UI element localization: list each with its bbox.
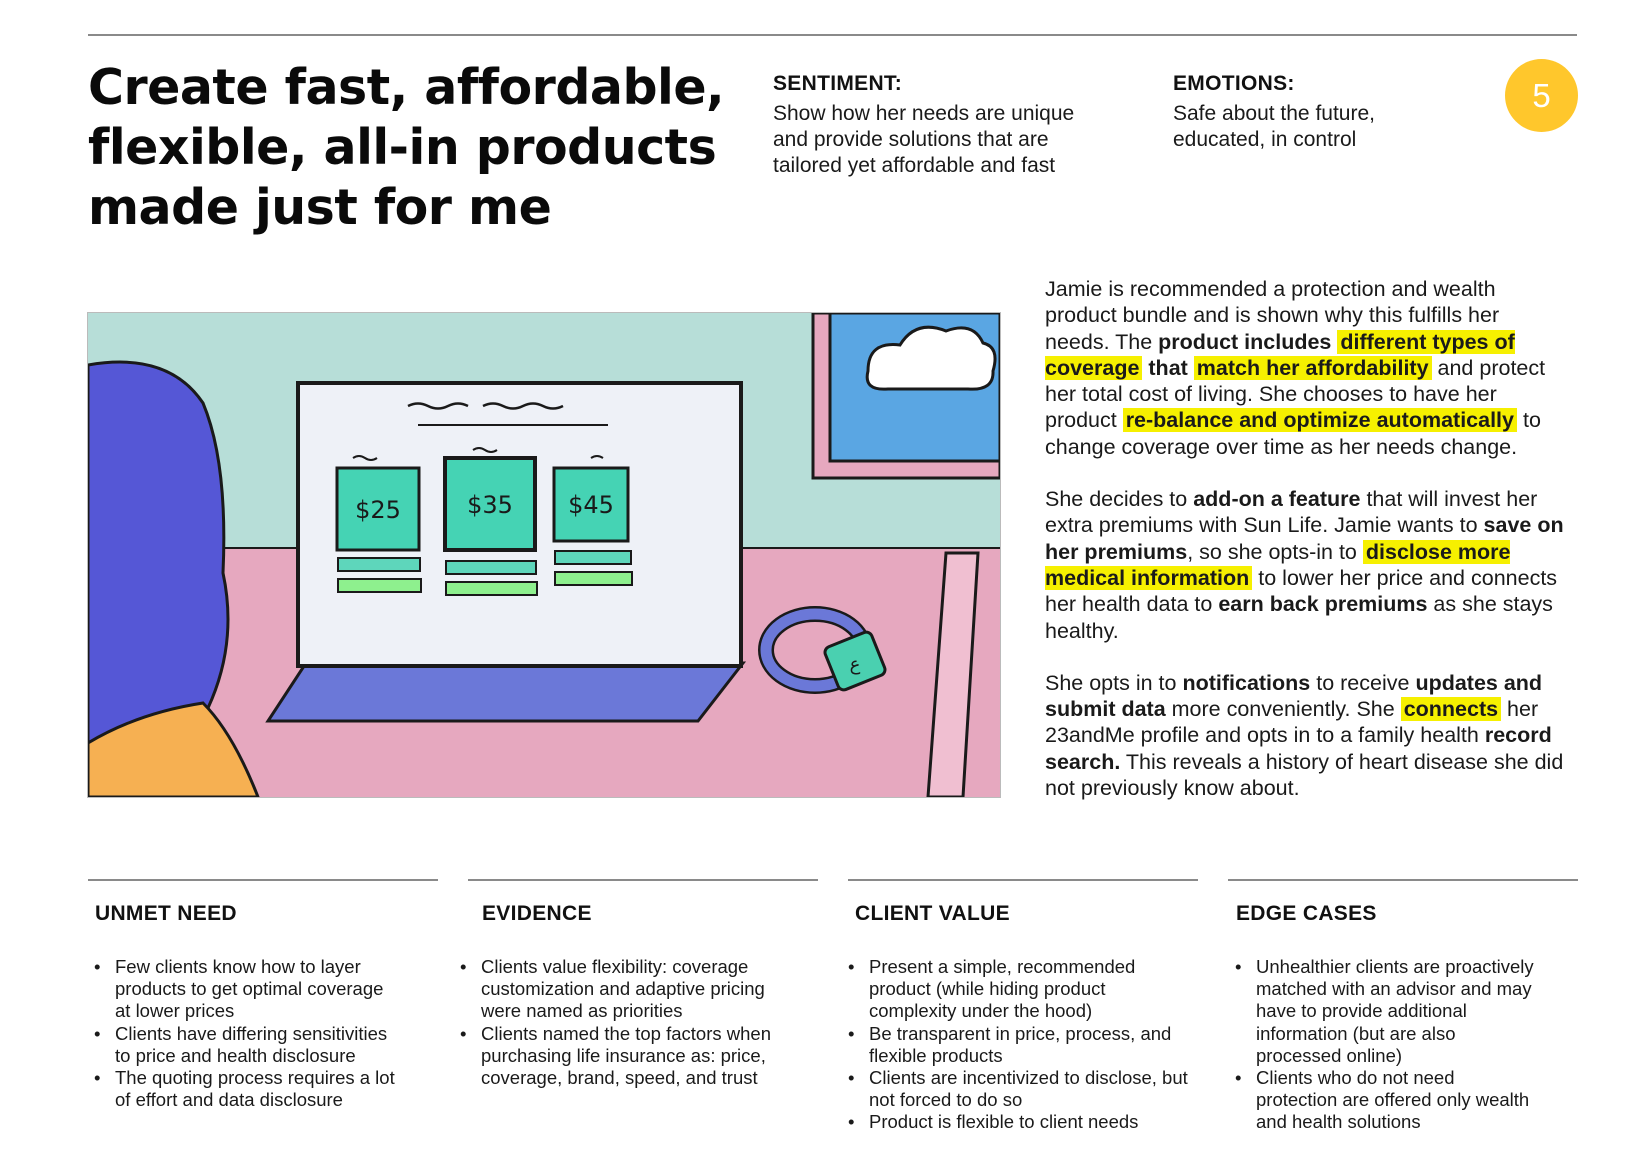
- bold-phrase: that: [1142, 355, 1194, 380]
- narrative-paragraph-3: [1045, 670, 1565, 801]
- bullet-line: information (but are also: [1256, 1022, 1456, 1044]
- bullet-line: • Clients have differing sensitivities: [115, 1022, 388, 1044]
- client-value-heading: CLIENT VALUE: [855, 902, 1010, 925]
- bold-phrase: product includes: [1158, 329, 1338, 354]
- laptop-keyboard: [268, 663, 743, 721]
- bold-phrase: earn back premiums: [1218, 592, 1428, 617]
- bullet-item: [846, 1111, 1216, 1133]
- illustration-svg: [88, 313, 1000, 797]
- evidence-heading: EVIDENCE: [482, 902, 592, 925]
- bullet-item: [92, 1067, 442, 1111]
- narrative-text: [1045, 276, 1565, 827]
- bullet-line: coverage, brand, speed, and trust: [481, 1067, 758, 1089]
- bullet-line: not forced to do so: [869, 1089, 1023, 1111]
- sentiment-text: [773, 101, 1133, 179]
- text-run: that will invest her extra premiums with Sun Life. Jamie wants to: [1045, 487, 1538, 538]
- bullet-item: [458, 956, 828, 1023]
- highlighted-phrase: match her affordability: [1194, 356, 1432, 380]
- title-line-2: flexible, all-in products: [88, 119, 717, 176]
- price-label-1: $25: [355, 496, 401, 524]
- bullet-line: of effort and data disclosure: [115, 1089, 343, 1111]
- bullet-line: flexible products: [869, 1044, 1003, 1066]
- emotions-line: Safe about the future,: [1173, 102, 1375, 125]
- title-line-1: Create fast, affordable,: [88, 59, 725, 116]
- bullet-line: complexity under the hood): [869, 1000, 1093, 1022]
- sentiment-line: tailored yet affordable and fast: [773, 154, 1056, 177]
- bullet-line: at lower prices: [115, 1000, 235, 1022]
- client-value-list: [846, 956, 1216, 1134]
- bullet-line: matched with an advisor and may: [1256, 978, 1532, 1000]
- section-rule-2: [468, 879, 818, 881]
- bold-phrase: save on her premiums: [1045, 513, 1564, 564]
- bullet-line: product (while hiding product: [869, 978, 1106, 1000]
- emotions-label: EMOTIONS:: [1173, 72, 1295, 95]
- bullet-line: were named as priorities: [481, 1000, 683, 1022]
- evidence-list: [458, 956, 828, 1089]
- bullet-line: • The quoting process requires a lot: [115, 1067, 395, 1089]
- bullet-line: and health solutions: [1256, 1111, 1421, 1133]
- unmet-need-list: [92, 956, 442, 1111]
- bullet-item: [846, 1023, 1216, 1067]
- page-title: [88, 58, 728, 238]
- sentiment-label: SENTIMENT:: [773, 72, 902, 95]
- text-run: more conveniently. She: [1165, 697, 1401, 722]
- unmet-need-heading: UNMET NEED: [95, 902, 237, 925]
- price-card-2[interactable]: [445, 458, 537, 595]
- bullet-line: products to get optimal coverage: [115, 978, 384, 1000]
- bullet-item: [1233, 956, 1583, 1067]
- emotions-line: educated, in control: [1173, 128, 1357, 151]
- bullet-item: [1233, 1067, 1583, 1134]
- price-label-3: $45: [568, 491, 614, 519]
- text-run: to change coverage over time as her needs change.: [1045, 408, 1541, 459]
- text-run: and protect her total cost of living. She chooses to have her product: [1045, 355, 1546, 433]
- sentiment-line: Show how her needs are unique: [773, 102, 1075, 125]
- text-run: Jamie is recommended a protection and wealth product bundle and is shown why this fulfills her needs. The: [1045, 277, 1500, 354]
- bullet-line: processed online): [1256, 1044, 1403, 1066]
- bullet-line: • Clients value flexibility: coverage: [481, 956, 749, 977]
- title-line-3: made just for me: [88, 179, 552, 236]
- highlighted-phrase: disclose more medical information: [1045, 539, 1511, 590]
- bullet-line: • Clients who do not need: [1256, 1067, 1455, 1089]
- bullet-item: [846, 956, 1216, 1023]
- emotions-text: [1173, 101, 1473, 153]
- highlighted-phrase: connects: [1401, 697, 1501, 721]
- storyboard-illustration: [87, 312, 1001, 798]
- bullet-line: purchasing life insurance as: price,: [481, 1044, 766, 1066]
- bullet-item: [92, 1023, 442, 1067]
- section-rule-3: [848, 879, 1198, 881]
- highlighted-phrase: different types of coverage: [1045, 329, 1515, 380]
- bullet-item: [92, 956, 442, 1023]
- bullet-line: • Clients named the top factors when: [481, 1022, 771, 1044]
- bullet-line: to price and health disclosure: [115, 1044, 356, 1066]
- bullet-line: • Be transparent in price, process, and: [869, 1022, 1172, 1044]
- bullet-line: protection are offered only wealth: [1256, 1089, 1530, 1111]
- text-run: This reveals a history of heart disease she did not previously know about.: [1045, 749, 1564, 801]
- top-rule: [88, 34, 1577, 36]
- bullet-line: • Present a simple, recommended: [869, 956, 1136, 977]
- text-run: as she stays healthy.: [1045, 592, 1553, 643]
- section-rule-1: [88, 879, 438, 881]
- bullet-line: • Unhealthier clients are proactively: [1256, 956, 1534, 977]
- bullet-line: customization and adaptive pricing: [481, 978, 765, 1000]
- bullet-item: [846, 1067, 1216, 1111]
- narrative-paragraph-1: [1045, 276, 1565, 460]
- bold-phrase: record search.: [1045, 723, 1552, 774]
- watch-display-text: ع: [849, 654, 861, 675]
- text-run: to lower her price and connects her health data to: [1045, 565, 1558, 617]
- bullet-line: • Product is flexible to client needs: [869, 1111, 1139, 1133]
- bold-phrase: add-on a feature: [1193, 487, 1361, 512]
- highlighted-phrase: re-balance and optimize automatically: [1123, 408, 1517, 432]
- step-number-badge: 5: [1505, 59, 1578, 132]
- bullet-item: [458, 1023, 828, 1090]
- text-run: She decides to: [1045, 487, 1194, 512]
- bullet-line: • Few clients know how to layer: [115, 956, 361, 977]
- bold-phrase: updates and submit data: [1045, 670, 1543, 722]
- text-run: her 23andMe profile and opts in to a family health: [1045, 697, 1539, 748]
- edge-cases-heading: EDGE CASES: [1236, 902, 1377, 925]
- text-run: , so she opts-in to: [1187, 539, 1363, 564]
- price-label-2: $35: [467, 491, 513, 519]
- bullet-line: • Clients are incentivized to disclose, but: [869, 1067, 1188, 1089]
- bold-phrase: notifications: [1182, 670, 1311, 695]
- narrative-paragraph-2: [1045, 486, 1565, 644]
- text-run: to receive: [1310, 670, 1416, 695]
- bullet-line: have to provide additional: [1256, 1000, 1467, 1022]
- sentiment-line: and provide solutions that are: [773, 128, 1049, 151]
- section-rule-4: [1228, 879, 1578, 881]
- text-run: She opts in to: [1045, 670, 1183, 695]
- edge-cases-list: [1233, 956, 1583, 1134]
